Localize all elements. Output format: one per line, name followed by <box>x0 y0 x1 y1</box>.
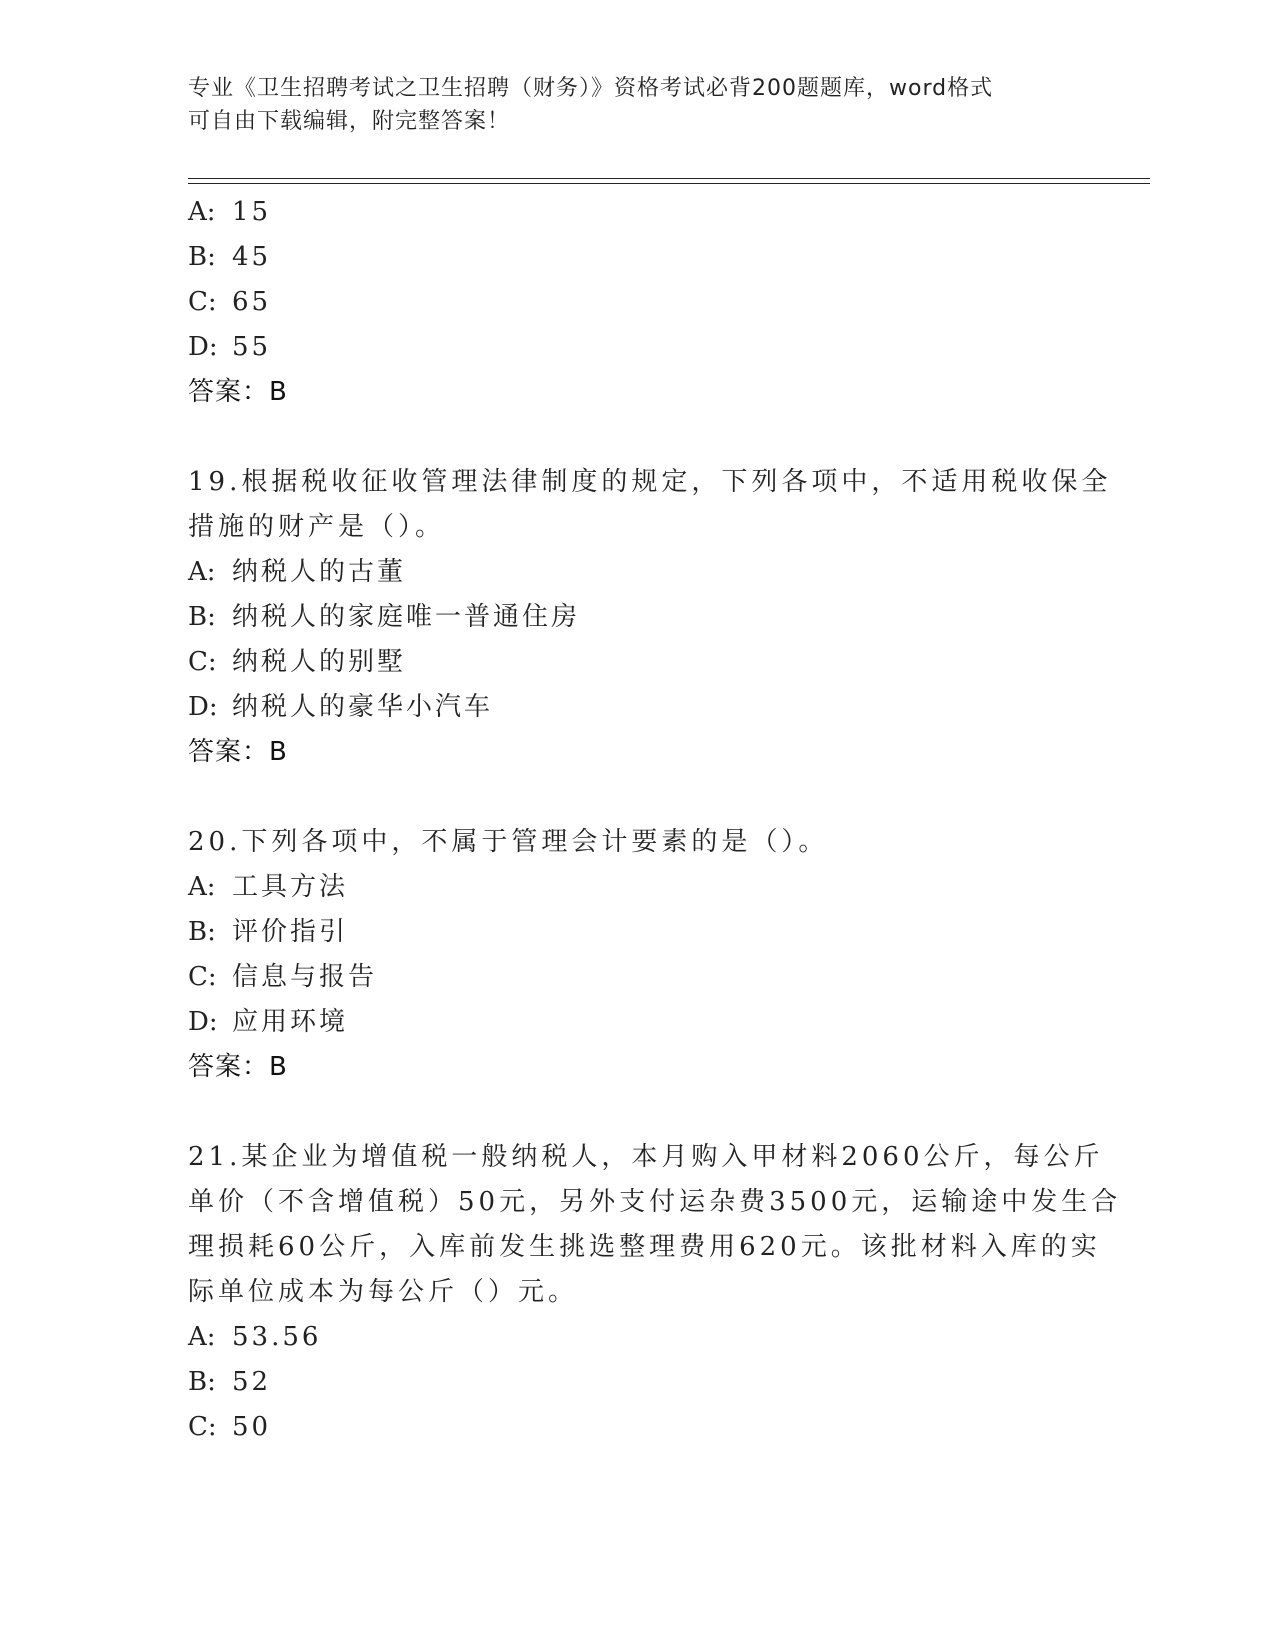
option-row <box>188 1405 1148 1450</box>
option-text: 工具方法 <box>232 872 349 902</box>
option-row <box>188 1360 1148 1405</box>
question-stem-line: 措施的财产是（）。 <box>188 512 446 542</box>
option-row <box>188 325 1148 370</box>
option-text: 纳税人的别墅 <box>232 647 407 677</box>
option-letter: C: <box>188 647 217 677</box>
answer-line: 答案：B <box>188 1052 288 1082</box>
question-list <box>188 190 1148 1450</box>
partial-question <box>188 190 1148 415</box>
option-letter: A: <box>188 1322 216 1352</box>
option-row <box>188 865 1148 910</box>
option-letter: C: <box>188 962 217 992</box>
option-letter: C: <box>188 1412 217 1442</box>
option-letter: A: <box>188 872 216 902</box>
answer-line: 答案：B <box>188 737 288 767</box>
question-stem-line: 单价（不含增值税）50元，另外支付运杂费3500元，运输途中发生合 <box>188 1187 1122 1217</box>
option-text: 纳税人的古董 <box>232 557 407 587</box>
option-row <box>188 910 1148 955</box>
option-text: 55 <box>232 332 272 362</box>
option-row <box>188 595 1148 640</box>
header-title-line-1: 专业《卫生招聘考试之卫生招聘（财务）》资格考试必背200题题库，word格式 <box>188 76 994 101</box>
header-divider-secondary <box>188 183 1150 184</box>
option-text: 应用环境 <box>232 1007 349 1037</box>
option-text: 评价指引 <box>232 917 349 947</box>
option-text: 45 <box>232 242 272 272</box>
option-letter: D: <box>188 332 218 362</box>
option-row <box>188 190 1148 235</box>
option-letter: D: <box>188 1007 218 1037</box>
header-divider <box>188 178 1150 179</box>
question-stem-line: 21.某企业为增值税一般纳税人，本月购入甲材料2060公斤，每公斤 <box>188 1142 1104 1172</box>
question-stem-line: 理损耗60公斤，入库前发生挑选整理费用620元。该批材料入库的实 <box>188 1232 1101 1262</box>
option-row <box>188 550 1148 595</box>
document-header <box>188 72 1088 138</box>
option-row <box>188 685 1148 730</box>
option-text: 52 <box>232 1367 272 1397</box>
question-stem-line: 19.根据税收征收管理法律制度的规定，下列各项中，不适用税收保全 <box>188 467 1112 497</box>
answer-line: 答案：B <box>188 377 288 407</box>
option-letter: B: <box>188 602 216 632</box>
option-row <box>188 640 1148 685</box>
question-21 <box>188 1135 1148 1450</box>
option-text: 65 <box>232 287 272 317</box>
option-text: 53.56 <box>232 1322 322 1352</box>
option-text: 50 <box>232 1412 272 1442</box>
question-20 <box>188 820 1148 1090</box>
question-stem-line: 际单位成本为每公斤（）元。 <box>188 1277 579 1307</box>
option-letter: C: <box>188 287 217 317</box>
option-row <box>188 280 1148 325</box>
option-letter: B: <box>188 1367 216 1397</box>
header-title-line-2: 可自由下载编辑，附完整答案！ <box>188 109 511 134</box>
option-row <box>188 955 1148 1000</box>
option-row <box>188 1000 1148 1045</box>
option-letter: B: <box>188 917 216 947</box>
option-letter: B: <box>188 242 216 272</box>
option-text: 纳税人的家庭唯一普通住房 <box>232 602 581 632</box>
option-row <box>188 1315 1148 1360</box>
question-stem-line: 20.下列各项中，不属于管理会计要素的是（）。 <box>188 827 829 857</box>
option-row <box>188 235 1148 280</box>
option-text: 15 <box>232 197 272 227</box>
option-text: 信息与报告 <box>232 962 378 992</box>
option-letter: D: <box>188 692 218 722</box>
option-letter: A: <box>188 197 216 227</box>
question-19 <box>188 460 1148 775</box>
option-letter: A: <box>188 557 216 587</box>
option-text: 纳税人的豪华小汽车 <box>232 692 494 722</box>
